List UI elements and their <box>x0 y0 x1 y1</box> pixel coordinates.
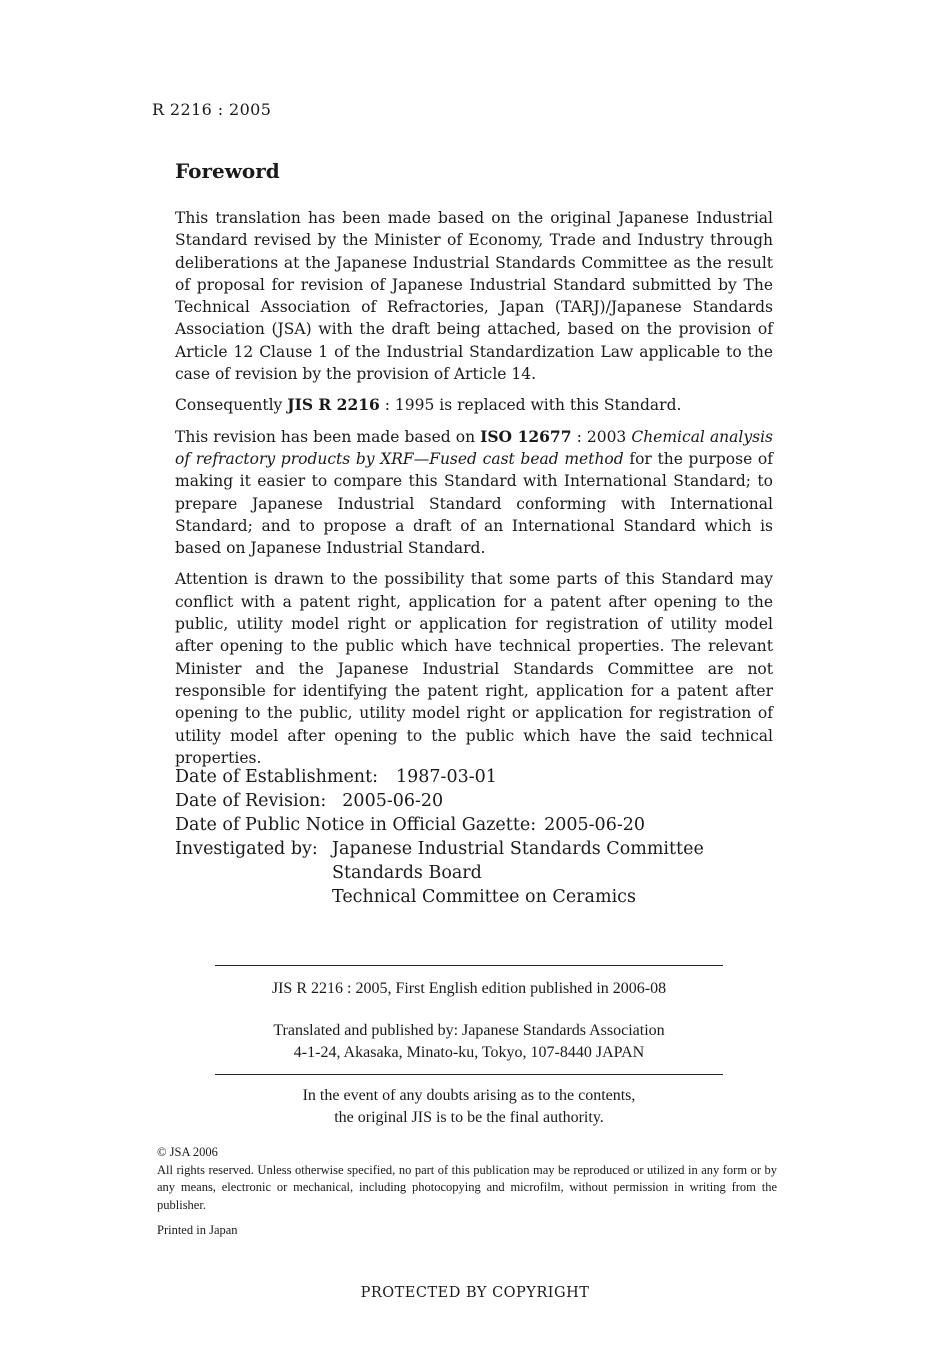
authority-line-2: the original JIS is to be the final authority. <box>334 1109 604 1126</box>
document-code: R 2216 : 2005 <box>152 100 272 119</box>
divider-bottom <box>215 1074 723 1075</box>
revision-label: Date of Revision: <box>175 791 327 811</box>
para3-year: : 2003 <box>571 427 632 446</box>
establishment-value: 1987-03-01 <box>396 767 497 787</box>
dates-block <box>175 765 704 907</box>
para3-suffix: for the purpose of making it easier to compare this Standard with International Standard; to prepare Japanese Industrial Standard conforming with International Standard; and to propose a draft of an International Standard which is based on Japanese Industrial Standard. <box>175 449 773 558</box>
rights-statement: All rights reserved. Unless otherwise specified, no part of this publication may be reproduced or utilized in any form or by any means, electronic or mechanical, including photocopying and microfilm, without permission in writing from the publisher. <box>157 1162 777 1212</box>
notice-value: 2005-06-20 <box>544 815 646 835</box>
notice-label: Date of Public Notice in Official Gazette: <box>175 815 537 835</box>
edition-line <box>215 978 723 1000</box>
investigated-by-item: Standards Board <box>332 863 482 883</box>
investigated-label: Investigated by: <box>175 839 318 859</box>
authority-line-1: In the event of any doubts arising as to the contents, <box>302 1087 636 1104</box>
reference-title: Chemical analysis of refractory products by XRF—Fused cast bead method <box>175 427 773 468</box>
reference-standard: ISO 12677 <box>480 426 572 446</box>
copyright-block <box>157 1144 777 1240</box>
publisher-block <box>215 1020 723 1064</box>
revision-value: 2005-06-20 <box>342 791 444 811</box>
divider-top <box>215 965 723 966</box>
investigated-row <box>175 837 704 907</box>
para2-suffix: : 1995 is replaced with this Standard. <box>379 396 682 415</box>
publisher-address: 4-1-24, Akasaka, Minato-ku, Tokyo, 107-8440 JAPAN <box>293 1044 645 1061</box>
para3-prefix: This revision has been made based on <box>175 427 481 446</box>
revision-row <box>175 789 645 813</box>
foreword-paragraph-3 <box>175 426 773 560</box>
investigated-by-item: Technical Committee on Ceramics <box>332 887 636 907</box>
foreword-paragraph-2 <box>175 394 773 416</box>
investigated-by-item: Japanese Industrial Standards Committee <box>332 839 704 859</box>
copyright-notice: © JSA 2006 <box>157 1145 218 1159</box>
page-title: Foreword <box>175 159 280 183</box>
establishment-row <box>175 765 645 789</box>
foreword-paragraph-4: Attention is drawn to the possibility that some parts of this Standard may conflict with a patent right, application for a patent after opening to the public, utility model right or application for registration of utility model after opening to the public which have technical properties. The relevant Minister and the Japanese Industrial Standards Committee are not responsible for identifying the patent right, application for a patent after opening to the public, utility model right or application for registration of utility model after opening to the public which have the said technical properties. <box>175 570 773 767</box>
printed-in: Printed in Japan <box>157 1223 238 1237</box>
para2-prefix: Consequently <box>175 396 288 415</box>
notice-row <box>175 813 645 837</box>
establishment-label: Date of Establishment: <box>175 767 379 787</box>
foreword-paragraph-1: This translation has been made based on the original Japanese Industrial Standard revised by the Minister of Economy, Trade and Industry through deliberations at the Japanese Industrial Standards Committee as the result of proposal for revision of Japanese Industrial Standard submitted by The Technical Association of Refractories, Japan (TARJ)/Japanese Standards Association (JSA) with the draft being attached, based on the provision of Article 12 Clause 1 of the Industrial Standardization Law applicable to the case of revision by the provision of Article 14. <box>175 209 773 384</box>
foreword-body <box>175 207 773 778</box>
edition-text: JIS R 2216 : 2005, First English edition published in 2006-08 <box>271 980 667 997</box>
investigated-by-list <box>332 837 704 909</box>
publisher-line: Translated and published by: Japanese Standards Association <box>273 1022 665 1039</box>
protected-footer: PROTECTED BY COPYRIGHT <box>360 1285 590 1301</box>
replaced-standard: JIS R 2216 <box>287 395 380 415</box>
authority-block <box>215 1085 723 1129</box>
